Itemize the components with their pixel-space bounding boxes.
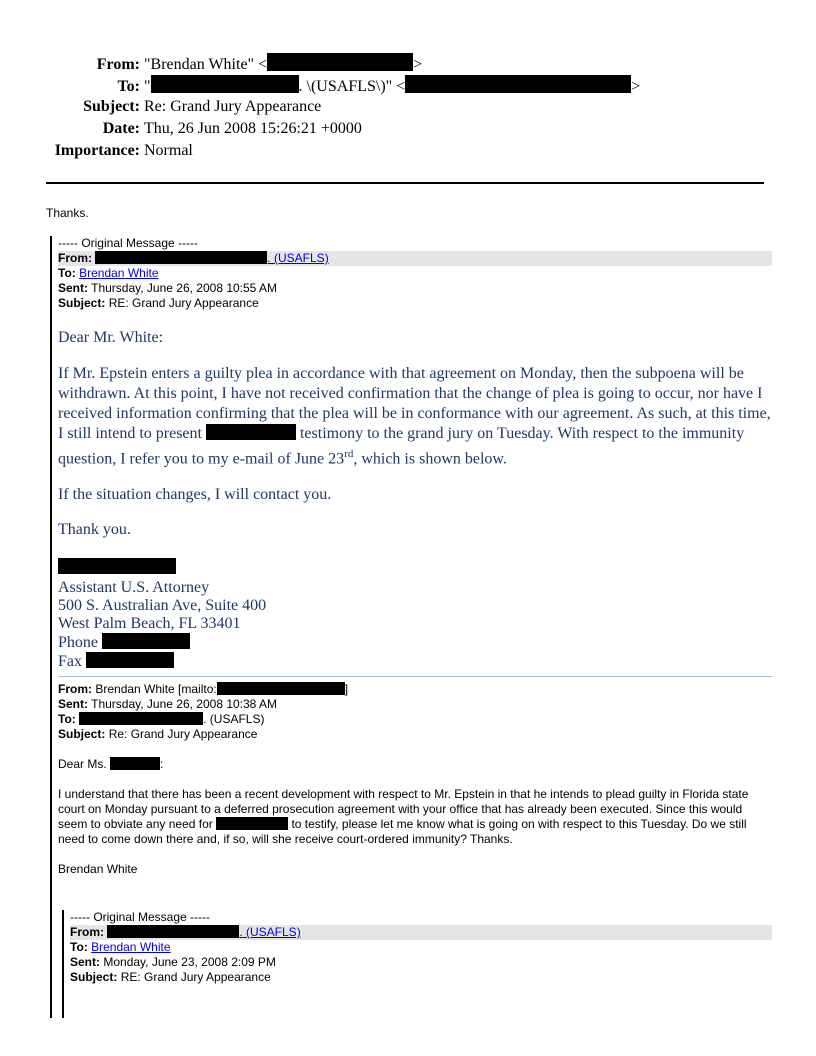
msg2-to-label: To: <box>58 712 76 726</box>
msg3-from-row <box>70 925 772 940</box>
sig-name-row <box>58 558 772 579</box>
header-from-value: "Brendan White" < <box>144 56 268 73</box>
quoted-message-1 <box>58 236 772 311</box>
header-to-label: To: <box>117 78 140 95</box>
msg3-sent-label: Sent: <box>70 955 100 969</box>
quote-bar-inner <box>62 910 64 1018</box>
redaction-block <box>110 757 160 770</box>
quote-bar-outer <box>50 236 52 1018</box>
msg2-body-b: to testify, please let me know what is going on with respect to this Tuesday. Do we still need to come down there and, if so, will she receive court-ordered immunity? Thanks. <box>58 817 747 846</box>
msg3-from-link[interactable]: . (USAFLS) <box>239 925 301 939</box>
msg2-to-suffix: . (USAFLS) <box>203 712 265 726</box>
msg1-sent-row <box>58 281 772 296</box>
original-message-divider: ----- Original Message ----- <box>58 236 199 250</box>
msg1-to-row <box>58 266 772 281</box>
msg1-body <box>58 328 772 671</box>
header-subject-value: Re: Grand Jury Appearance <box>144 98 322 115</box>
msg3-sent-row <box>70 955 772 970</box>
msg3-to-row <box>70 940 772 955</box>
msg1-paragraph-2: If the situation changes, I will contact you. <box>58 486 332 504</box>
msg1-para1-b: testimony to the grand jury on Tuesday. With respect to the immunity question, I refer you to my e-mail of June 23 <box>58 425 745 468</box>
redaction-block <box>58 558 176 574</box>
msg2-subject-row <box>58 727 772 742</box>
msg1-from-link[interactable]: . (USAFLS) <box>267 251 329 265</box>
header-from-row <box>0 53 422 73</box>
msg3-from-label: From: <box>70 925 104 939</box>
header-importance-row <box>0 141 193 161</box>
header-date-row <box>0 119 362 139</box>
redaction-block <box>217 682 345 695</box>
redaction-block <box>86 652 174 668</box>
header-subject-row <box>0 97 321 117</box>
header-to-mid: . \(USAFLS\)" < <box>298 78 406 95</box>
msg2-paragraph <box>58 787 770 847</box>
msg1-para1-a: If Mr. Epstein enters a guilty plea in accordance with that agreement on Monday, then the subpoena will be withdrawn. At this point, I have not received confirmation that the change of plea is going to occur, nor have I received information confirming that the plea will be in conformance with our agreement. As such, at this time, I still intend to present <box>58 365 771 442</box>
redaction-block <box>102 633 190 649</box>
msg2-from-tail: ] <box>344 682 349 696</box>
msg2-body-a: I understand that there has been a recent development with respect to Mr. Epstein in that he intends to plead guilty in Florida state court on Monday pursuant to a deferred prosecution agreement with your office that has already been executed. Since this would seem to obviate any need for <box>58 787 749 831</box>
msg3-subject-row <box>70 970 772 985</box>
msg1-from-row <box>58 251 772 266</box>
sig-title: Assistant U.S. Attorney <box>58 579 210 597</box>
msg2-from-label: From: <box>58 682 92 696</box>
msg1-paragraph-1 <box>58 364 772 469</box>
sig-fax-row <box>58 652 772 671</box>
quoted-message-3 <box>70 910 772 985</box>
msg1-signature <box>58 558 772 671</box>
msg1-subject-value: RE: Grand Jury Appearance <box>108 296 259 310</box>
sig-phone-label: Phone <box>58 634 98 652</box>
redaction-block <box>107 925 239 938</box>
msg3-subject-value: RE: Grand Jury Appearance <box>120 970 271 984</box>
header-date-value: Thu, 26 Jun 2008 15:26:21 +0000 <box>144 120 362 137</box>
header-from-tail: > <box>413 56 423 73</box>
header-from-label: From: <box>96 56 140 73</box>
msg1-from-label: From: <box>58 251 92 265</box>
redaction-block <box>216 817 288 830</box>
header-divider <box>46 182 764 184</box>
msg3-subject-label: Subject: <box>70 970 118 984</box>
msg2-sent-value: Thursday, June 26, 2008 10:38 AM <box>91 697 278 711</box>
msg3-to-link[interactable]: Brendan White <box>91 940 171 954</box>
msg2-subject-label: Subject: <box>58 727 106 741</box>
msg2-from-row <box>58 682 772 697</box>
redaction-block <box>267 53 413 71</box>
msg2-from-value: Brendan White [mailto: <box>95 682 217 696</box>
header-subject-label: Subject: <box>83 98 140 115</box>
redaction-block <box>405 75 631 93</box>
header-to-row <box>0 75 640 95</box>
msg1-subject-row <box>58 296 772 311</box>
msg3-to-label: To: <box>70 940 88 954</box>
redaction-block <box>79 712 203 725</box>
message-separator <box>58 676 772 677</box>
msg2-subject-value: Re: Grand Jury Appearance <box>108 727 258 741</box>
msg2-sent-row <box>58 697 772 712</box>
quoted-message-2 <box>58 682 772 877</box>
msg1-sent-label: Sent: <box>58 281 88 295</box>
redaction-block <box>206 424 296 440</box>
msg1-to-label: To: <box>58 266 76 280</box>
msg1-greeting: Dear Mr. White: <box>58 329 164 346</box>
sig-phone-row <box>58 633 772 652</box>
msg3-sent-value: Monday, June 23, 2008 2:09 PM <box>103 955 276 969</box>
redaction-block <box>95 251 267 264</box>
msg2-to-row <box>58 712 772 727</box>
msg1-para1-c: , which is shown below. <box>353 450 507 468</box>
header-importance-label: Importance: <box>54 142 140 159</box>
reply-text: Thanks. <box>46 206 89 220</box>
msg1-subject-label: Subject: <box>58 296 106 310</box>
original-message-divider-2: ----- Original Message ----- <box>70 910 211 924</box>
msg2-sent-label: Sent: <box>58 697 88 711</box>
header-date-label: Date: <box>102 120 140 137</box>
msg2-greeting <box>58 757 772 772</box>
msg1-thanks: Thank you. <box>58 521 131 539</box>
sig-address-1: 500 S. Australian Ave, Suite 400 <box>58 597 267 615</box>
sig-fax-label: Fax <box>58 653 82 671</box>
header-to-tail: > <box>631 78 641 95</box>
msg2-signoff: Brendan White <box>58 862 138 876</box>
msg1-para1-sup: rd <box>344 448 354 460</box>
sig-address-2: West Palm Beach, FL 33401 <box>58 615 241 633</box>
msg1-sent-value: Thursday, June 26, 2008 10:55 AM <box>91 281 278 295</box>
msg1-to-link[interactable]: Brendan White <box>79 266 159 280</box>
msg2-greeting-a: Dear Ms. <box>58 757 107 771</box>
header-to-value: " <box>144 78 151 95</box>
msg2-greeting-b: : <box>160 757 164 771</box>
header-importance-value: Normal <box>144 142 193 159</box>
redaction-block <box>151 75 299 93</box>
